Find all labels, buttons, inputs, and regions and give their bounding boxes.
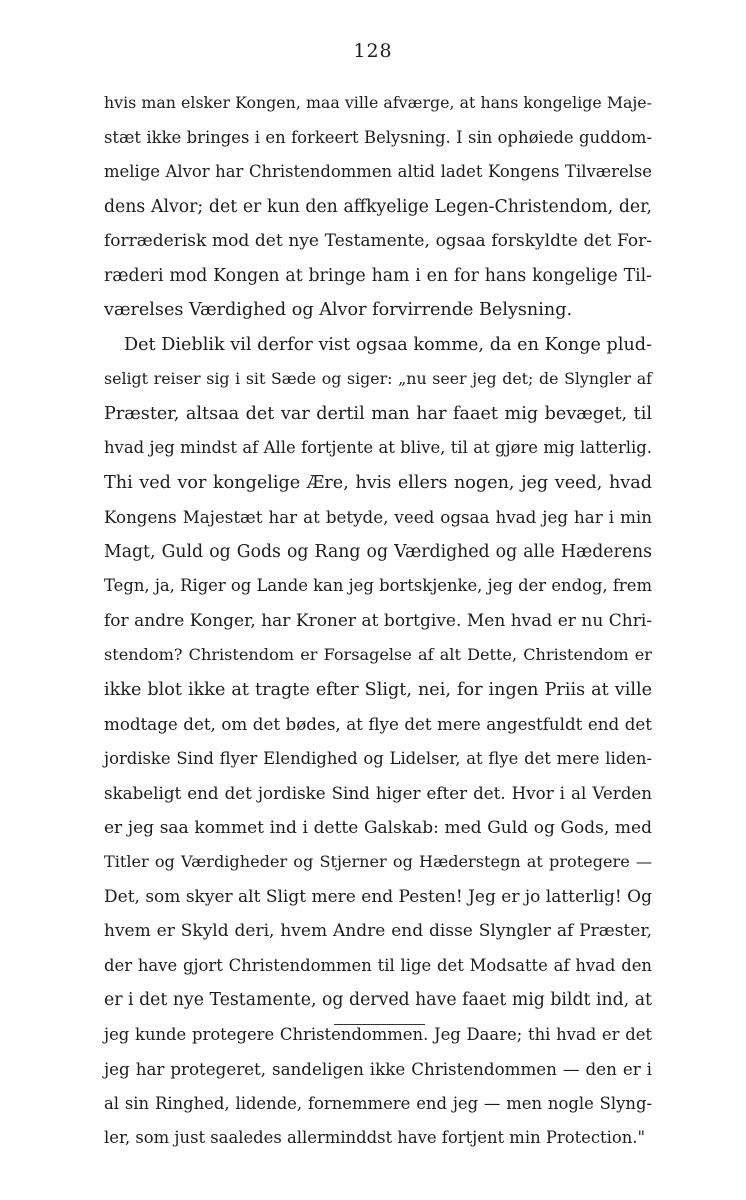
text-line: skabeligt end det jordiske Sind higer efter det. Hvor i al Verden [104, 783, 652, 803]
section-divider [334, 1024, 425, 1025]
text-line: hvem er Skyld deri, hvem Andre end disse Slyngler af Præster, [104, 921, 652, 941]
text-line: Det, som skyer alt Sligt mere end Pesten! Jeg er jo latterlig! Og [104, 886, 652, 907]
text-line: dens Alvor; det er kun den affkyelige Legen-Christendom, der, [104, 196, 652, 217]
text-line: stæt ikke bringes i en forkeert Belysning. I sin ophøiede guddom- [104, 127, 652, 147]
text-line: Tegn, ja, Riger og Lande kan jeg bortskjenke, jeg der endog, frem [104, 576, 652, 595]
text-line: ikke blot ikke at tragte efter Sligt, nei, for ingen Priis at ville [104, 679, 652, 700]
text-line: hvad jeg mindst af Alle fortjente at blive, til at gjøre mig latterlig. [104, 438, 652, 457]
text-line: Præster, altsaa det var dertil man har faaet mig bevæget, til [104, 403, 652, 424]
text-line: Kongens Majestæt har at betyde, veed ogsaa hvad jeg har i min [104, 507, 652, 527]
text-line: Det Dieblik vil derfor vist ogsaa komme, da en Konge plud- [124, 334, 652, 355]
text-line: Titler og Værdigheder og Stjerner og Hæderstegn at protegere — [104, 852, 652, 871]
text-line: ræderi mod Kongen at bringe ham i en for hans kongelige Til- [104, 265, 652, 286]
text-line: seligt reiser sig i sit Sæde og siger: „nu seer jeg det; de Slyngler af [104, 369, 652, 388]
text-line: Thi ved vor kongelige Ære, hvis ellers nogen, jeg veed, hvad [104, 472, 652, 493]
text-line: er i det nye Testamente, og derved have faaet mig bildt ind, at [104, 990, 652, 1010]
text-line: modtage det, om det bødes, at flye det mere angestfuldt end det [104, 714, 652, 734]
text-line: jordiske Sind flyer Elendighed og Lidelser, at flye det mere liden- [104, 748, 652, 768]
text-line: jeg kunde protegere Christendommen. Jeg Daare; thi hvad er det [104, 1024, 652, 1044]
text-line: jeg har protegeret, sandeligen ikke Christendommen — den er i [104, 1059, 652, 1079]
text-line: al sin Ringhed, lidende, fornemmere end jeg — men nogle Slyng- [104, 1093, 652, 1113]
page-number: 128 [353, 40, 393, 62]
text-line: Magt, Guld og Gods og Rang og Værdighed og alle Hæderens [104, 541, 652, 562]
text-line: for andre Konger, har Kroner at bortgive. Men hvad er nu Chri- [104, 610, 652, 631]
text-line: der have gjort Christendommen til lige det Modsatte af hvad den [104, 955, 652, 975]
text-line: er jeg saa kommet ind i dette Galskab: med Guld og Gods, med [104, 817, 652, 838]
text-line: hvis man elsker Kongen, maa ville afværge, at hans kongelige Maje- [104, 93, 652, 112]
text-line: stendom? Christendom er Forsagelse af alt Dette, Christendom er [104, 645, 652, 664]
text-line: melige Alvor har Christendommen altid ladet Kongens Tilværelse [104, 162, 652, 181]
text-line: forræderisk mod det nye Testamente, ogsaa forskyldte det For- [104, 231, 652, 251]
text-line: værelses Værdighed og Alvor forvirrende Belysning. [104, 300, 573, 320]
body-text [104, 86, 652, 1156]
text-line: ler, som just saaledes allerminddst have fortjent min Protection." [104, 1128, 646, 1147]
